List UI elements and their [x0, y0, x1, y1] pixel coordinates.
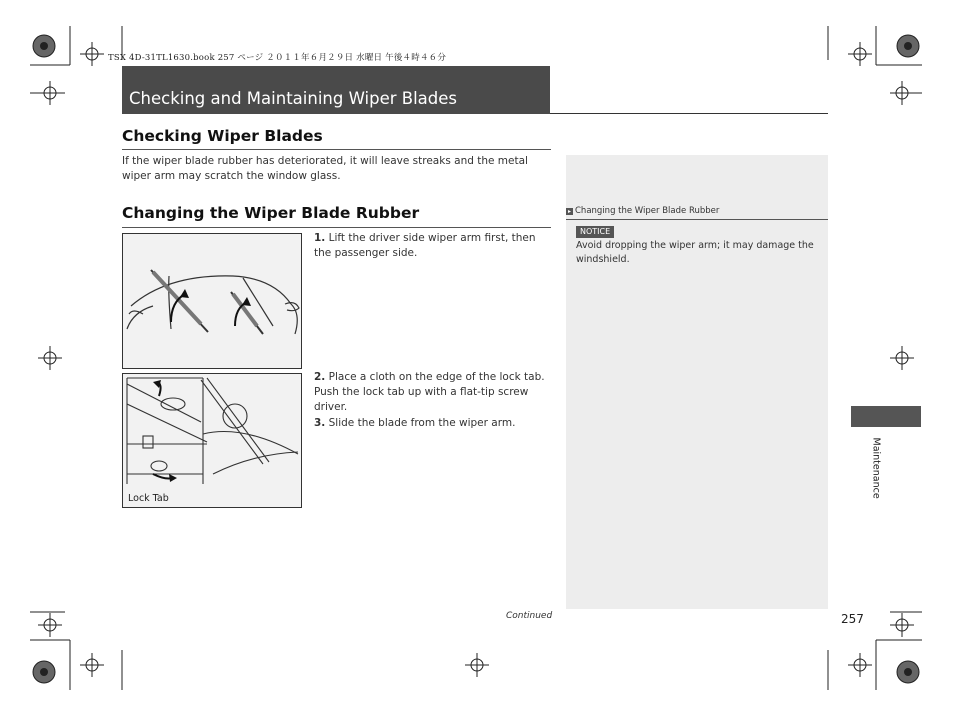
- chapter-tab: [851, 406, 921, 427]
- continued-note: Continued: [506, 611, 553, 621]
- step-text: Place a cloth on the edge of the lock tab. Push the lock tab up with a flat-tip screw driver.: [314, 371, 545, 413]
- reference-arrow-icon: ▸: [567, 208, 571, 215]
- notice-text: Avoid dropping the wiper arm; it may damage the windshield.: [576, 240, 814, 265]
- lock-tab-label: Lock Tab: [128, 493, 169, 504]
- banner-divider: [550, 113, 828, 114]
- step-3: [314, 416, 552, 431]
- sidebar-heading-text: Changing the Wiper Blade Rubber: [575, 206, 720, 216]
- windshield-illustration: [123, 234, 301, 368]
- chapter-tab-label: Maintenance: [870, 437, 882, 499]
- figure-lift-wiper-arms: [122, 233, 302, 369]
- page-title: Checking and Maintaining Wiper Blades: [129, 89, 458, 108]
- step-1: [314, 231, 552, 261]
- step-number: 3.: [314, 417, 326, 429]
- print-header: TSX 4D-31TL1630.book 257 ページ ２０１１年６月２９日 水曜日 午後４時４６分: [108, 53, 447, 63]
- figure-lock-tab: [122, 373, 302, 508]
- step-number: 2.: [314, 371, 326, 383]
- page-number: 257: [841, 612, 864, 626]
- heading-divider: [122, 227, 551, 228]
- heading-checking-wiper-blades: Checking Wiper Blades: [122, 127, 323, 145]
- step-2: [314, 370, 552, 415]
- sidebar-panel: [566, 155, 828, 609]
- heading-changing-wiper-blade-rubber: Changing the Wiper Blade Rubber: [122, 204, 420, 222]
- notice-badge: NOTICE: [576, 226, 614, 238]
- step-number: 1.: [314, 232, 326, 244]
- step-text: Slide the blade from the wiper arm.: [328, 417, 516, 429]
- lock-tab-illustration: [123, 374, 301, 507]
- sidebar-heading: [566, 206, 719, 216]
- heading-divider: [122, 149, 551, 150]
- section1-body: If the wiper blade rubber has deteriorated, it will leave streaks and the metal wiper arm may scratch the window glass.: [122, 155, 528, 182]
- step-text: Lift the driver side wiper arm first, then the passenger side.: [314, 232, 536, 259]
- sidebar-divider: [566, 219, 828, 220]
